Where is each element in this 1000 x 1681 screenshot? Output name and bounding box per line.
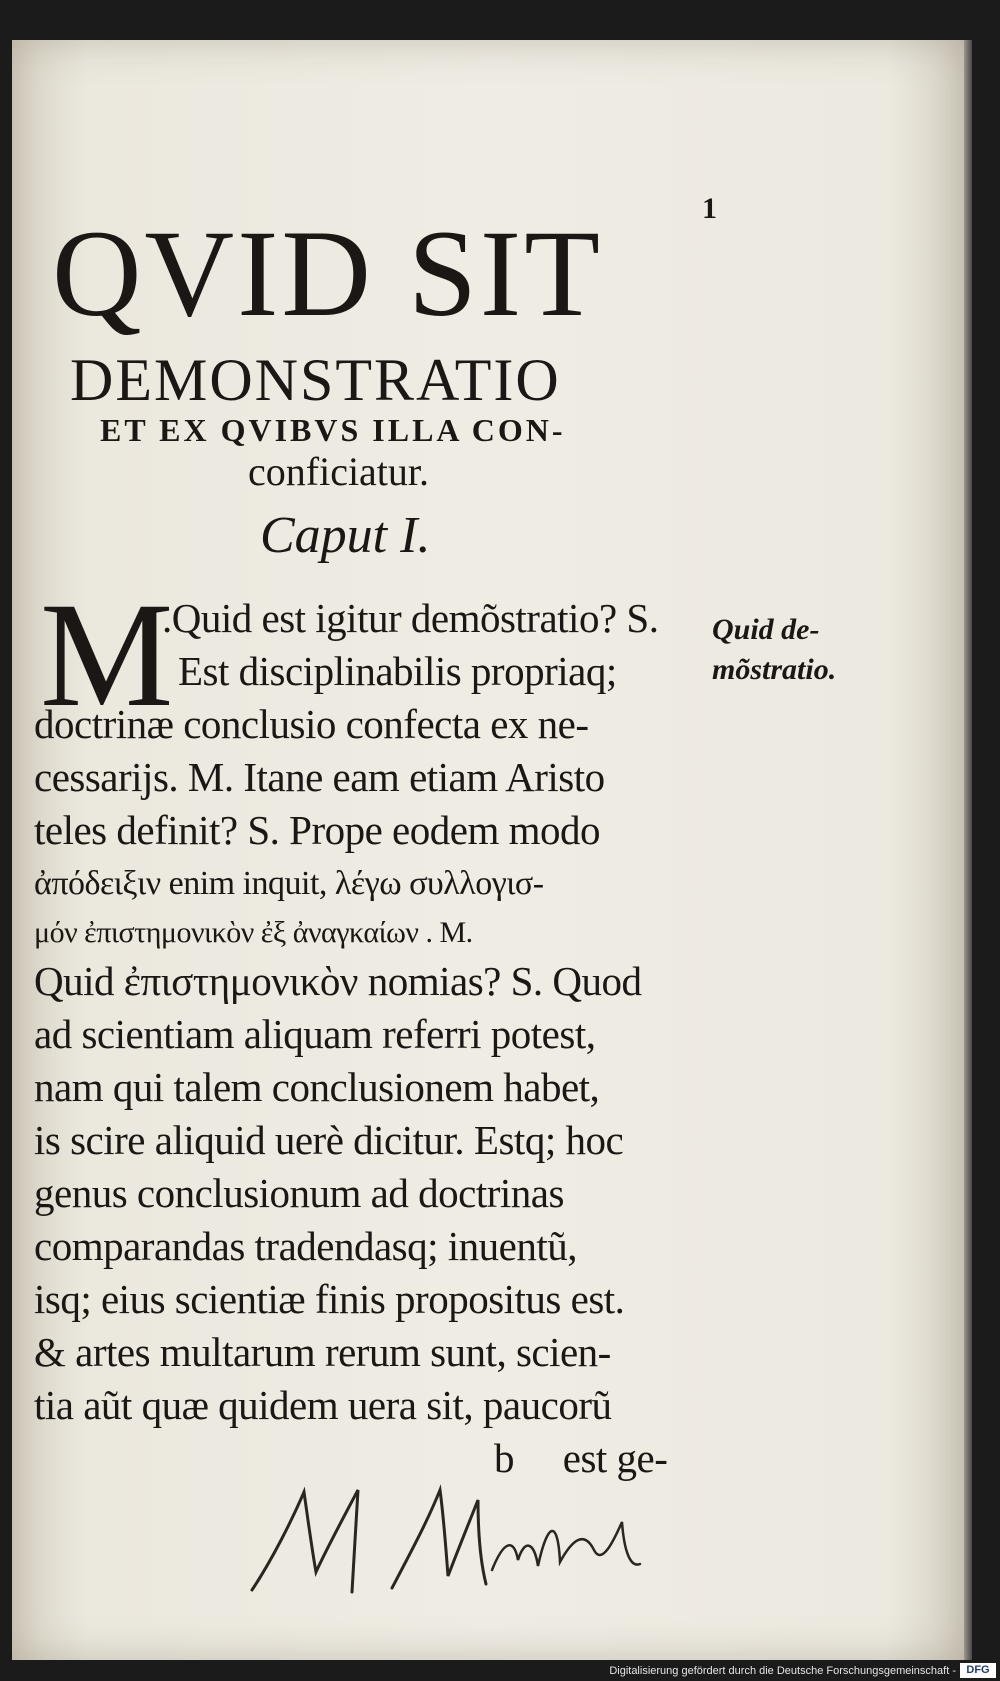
body-line: nam qui talem conclusionem habet,	[34, 1064, 600, 1110]
body-line: teles definit? S. Prope eodem modo	[34, 807, 600, 853]
body-line: Quid ἐπιστημονικὸν nomias? S. Quod	[34, 958, 642, 1004]
body-line: cessarijs. M. Itane eam etiam Aristo	[34, 754, 605, 800]
drop-capital: M	[40, 572, 174, 738]
handwritten-signature	[242, 1480, 682, 1600]
body-line: ad scientiam aliquam referri potest,	[34, 1011, 596, 1057]
page-edge	[964, 40, 972, 1660]
book-page	[12, 40, 964, 1660]
marginal-note-line: Quid de-	[712, 613, 820, 646]
body-line: μόν ἐπιστημονικὸν ἐξ ἀναγκαίων . M.	[34, 916, 473, 949]
marginal-note-line: mõstratio.	[712, 653, 837, 686]
catchword-line: b est ge-	[494, 1435, 668, 1481]
dfg-logo: DFG	[960, 1663, 996, 1678]
body-line: comparandas tradendasq; inuentũ,	[34, 1223, 578, 1269]
body-line: & artes multarum rerum sunt, scien-	[34, 1329, 611, 1375]
body-line: doctrinæ conclusio confecta ex ne-	[34, 701, 589, 747]
folio-number: 1	[702, 192, 717, 225]
title-line-3: ET EX QVIBVS ILLA CON-	[100, 412, 566, 448]
body-line: .Quid est igitur demõstratio? S.	[162, 595, 659, 641]
marginal-note	[712, 610, 836, 690]
title-line-2: DEMONSTRATIO	[70, 347, 561, 413]
digitization-credit: Digitalisierung gefördert durch die Deutsche Forschungsgemeinschaft -	[609, 1665, 956, 1677]
body-line: Est disciplinabilis propriaq;	[178, 648, 617, 694]
title-line-1: QVID SIT	[52, 205, 603, 342]
chapter-heading: Caput I.	[260, 507, 431, 564]
body-line: isq; eius scientiæ finis propositus est.	[34, 1276, 625, 1322]
body-line: ἀπόδειξιν enim inquit, λέγω συλλογισ-	[34, 865, 544, 902]
text-block	[12, 40, 964, 1660]
body-line: tia aũt quæ quidem uera sit, paucorũ	[34, 1382, 612, 1428]
body-line: is scire aliquid uerè dicitur. Estq; hoc	[34, 1117, 624, 1163]
title-line-4: conficiatur.	[248, 449, 430, 494]
body-line: genus conclusionum ad doctrinas	[34, 1170, 564, 1216]
